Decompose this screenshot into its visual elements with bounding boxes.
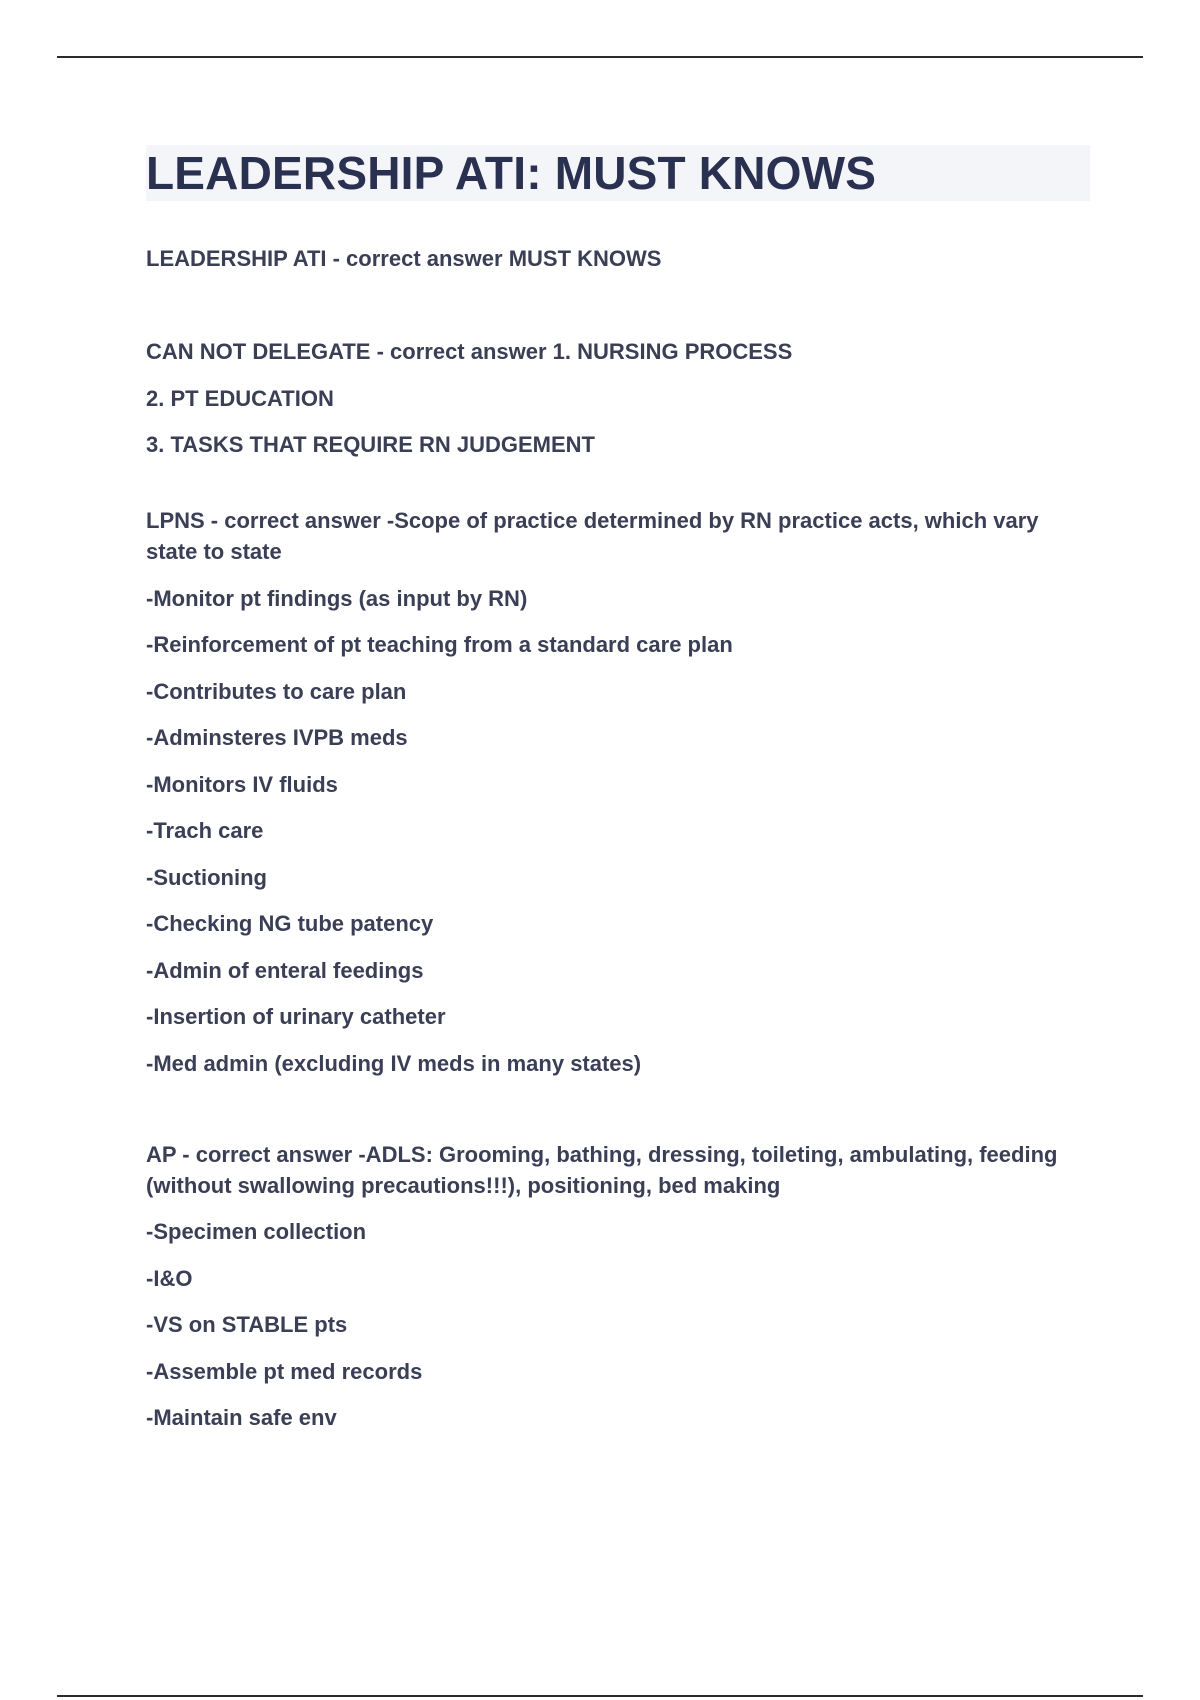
lpn-line: -Reinforcement of pt teaching from a standard care plan	[146, 632, 733, 657]
lpn-line: LPNS - correct answer -Scope of practice determined by RN practice acts, which vary state to state	[146, 508, 1039, 564]
document-body	[146, 145, 1090, 1478]
delegate-line: 2. PT EDUCATION	[146, 385, 334, 411]
title-band	[146, 145, 1090, 201]
section-can-not-delegate	[146, 336, 1090, 460]
section-ap	[146, 1139, 1090, 1434]
top-divider	[57, 56, 1143, 58]
lpn-line: -Adminsteres IVPB meds	[146, 725, 408, 750]
lpn-line: -Insertion of urinary catheter	[146, 1004, 446, 1029]
lpn-line: -Checking NG tube patency	[146, 911, 434, 936]
lpn-line: -Suctioning	[146, 864, 267, 890]
ap-line: -VS on STABLE pts	[146, 1312, 348, 1337]
delegate-line: 3. TASKS THAT REQUIRE RN JUDGEMENT	[146, 432, 595, 457]
lpn-line: -Med admin (excluding IV meds in many states)	[146, 1050, 642, 1076]
bottom-divider	[57, 1695, 1143, 1697]
ap-line: -Maintain safe env	[146, 1405, 337, 1430]
ap-line: -I&O	[146, 1265, 193, 1291]
lpn-line: -Monitor pt findings (as input by RN)	[146, 585, 528, 611]
page-title: LEADERSHIP ATI: MUST KNOWS	[146, 147, 877, 199]
ap-line: -Assemble pt med records	[146, 1358, 423, 1384]
ap-line: -Specimen collection	[146, 1219, 367, 1244]
intro-line: LEADERSHIP ATI - correct answer MUST KNOWS	[146, 246, 662, 271]
delegate-line: CAN NOT DELEGATE - correct answer 1. NURSING PROCESS	[146, 339, 793, 364]
lpn-line: -Admin of enteral feedings	[146, 957, 424, 983]
section-intro	[146, 243, 1090, 274]
lpn-line: -Contributes to care plan	[146, 678, 407, 704]
section-lpns	[146, 505, 1090, 1079]
lpn-line: -Monitors IV fluids	[146, 771, 338, 797]
ap-line: AP - correct answer -ADLS: Grooming, bathing, dressing, toileting, ambulating, feeding (without swallowing precautions!!!), positioning, bed making	[146, 1141, 1058, 1198]
lpn-line: -Trach care	[146, 818, 264, 843]
